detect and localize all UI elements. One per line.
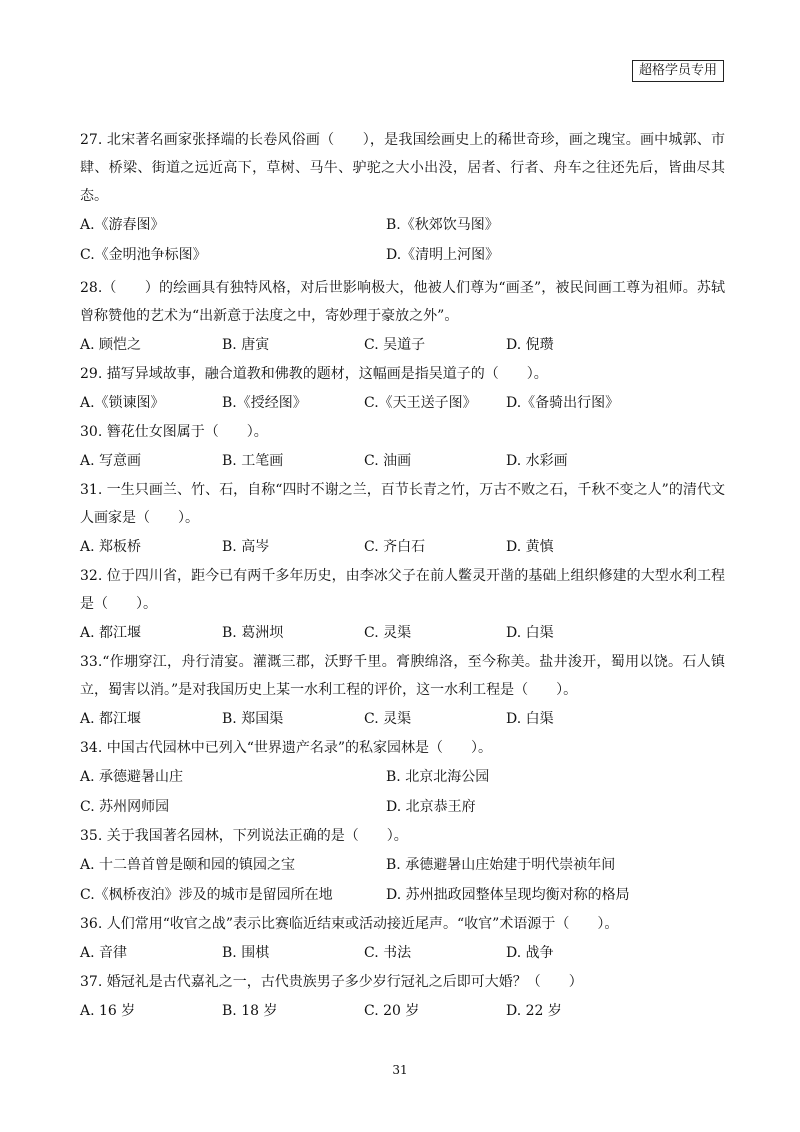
option-b: B. 郑国渠 [222,711,284,727]
option-d: D. 北京恭王府 [386,799,476,815]
question-32 [80,562,725,648]
question-stem: 30. 簪花仕女图属于（ ）。 [80,424,268,440]
option-row [80,330,725,360]
option-a: A. 都江堰 [80,711,142,727]
option-b: B. 承德避暑山庄始建于明代崇祯年间 [386,857,616,873]
option-a: A. 郑板桥 [80,539,142,555]
option-row [80,388,725,418]
option-b: B. 北京北海公园 [386,769,490,785]
option-d: D. 倪瓒 [506,337,554,353]
option-d: D.《清明上河图》 [386,247,500,263]
option-row [80,532,725,562]
option-a: A.《游春图》 [80,217,165,233]
option-row [80,210,725,240]
option-c: C. 吴道子 [364,337,426,353]
option-d: D. 白渠 [506,625,554,641]
option-row [80,446,725,476]
option-a: A. 顾恺之 [80,337,142,353]
option-c: C.《天王送子图》 [364,395,477,411]
option-c: C. 苏州网师园 [80,799,170,815]
question-stem: 32. 位于四川省，距今已有两千多年历史，由李冰父子在前人鳖灵开凿的基础上组织修建的大型水利工程是（ ）。 [80,568,725,612]
option-a: A. 承德避暑山庄 [80,769,184,785]
option-c: C. 齐白石 [364,539,426,555]
option-b: B. 18 岁 [222,1003,278,1019]
option-row [80,996,725,1026]
option-a: A. 16 岁 [80,1003,136,1019]
question-stem: 37. 婚冠礼是古代嘉礼之一，古代贵族男子多少岁行冠礼之后即可大婚？（ ） [80,974,583,990]
option-d: D. 战争 [506,945,554,961]
question-36 [80,910,725,968]
question-30 [80,418,725,476]
option-row [80,762,725,792]
option-d: D. 白渠 [506,711,554,727]
option-b: B. 葛洲坝 [222,625,284,641]
option-c: C.《金明池争标图》 [80,247,207,263]
question-stem: 36. 人们常用“收官之战”表示比赛临近结束或活动接近尾声。“收官”术语源于（ ）。 [80,916,619,932]
question-33 [80,648,725,734]
question-stem: 35. 关于我国著名园林，下列说法正确的是（ ）。 [80,828,408,844]
question-37 [80,968,725,1026]
option-b: B. 高岑 [222,539,270,555]
question-stem: 27. 北宋著名画家张择端的长卷风俗画（ ），是我国绘画史上的稀世奇珍，画之瑰宝。画中城郭、市肆、桥梁、街道之远近高下，草树、马牛、驴驼之大小出没，居者、行者、舟车之往还先后，皆曲尽其态。 [80,132,725,204]
question-34 [80,734,725,822]
option-row [80,704,725,734]
option-d: D. 苏州拙政园整体呈现均衡对称的格局 [386,887,630,903]
option-d: D. 22 岁 [506,1003,562,1019]
question-28 [80,274,725,360]
option-c: C. 灵渠 [364,625,412,641]
option-b: B. 工笔画 [222,453,284,469]
page-number: 31 [392,1063,408,1077]
question-stem: 28.（ ）的绘画具有独特风格，对后世影响极大，他被人们尊为“画圣”，被民间画工尊为祖师。苏轼曾称赞他的艺术为“出新意于法度之中，寄妙理于豪放之外”。 [80,280,725,324]
option-row [80,240,725,270]
option-b: B. 围棋 [222,945,270,961]
option-d: D. 水彩画 [506,453,568,469]
question-stem: 34. 中国古代园林中已列入“世界遗产名录”的私家园林是（ ）。 [80,740,493,756]
option-b: B.《秋郊饮马图》 [386,217,499,233]
option-d: D. 黄慎 [506,539,554,555]
option-row [80,618,725,648]
option-c: C. 20 岁 [364,1003,420,1019]
question-29 [80,360,725,418]
question-27 [80,126,725,270]
question-list [80,126,725,1026]
option-row [80,792,725,822]
option-b: B. 唐寅 [222,337,270,353]
question-stem: 31. 一生只画兰、竹、石，自称“四时不谢之兰，百节长青之竹，万古不败之石，千秋不变之人”的清代文人画家是（ ）。 [80,482,725,526]
option-a: A. 写意画 [80,453,142,469]
question-stem: 33.“作堋穿江，舟行清宴。灌溉三郡，沃野千里。膏腴绵洛，至今称美。盐井浚开，蜀用以饶。石人镇立，蜀害以消。”是对我国历史上某一水利工程的评价，这一水利工程是（ ）。 [80,654,725,698]
option-a: A. 都江堰 [80,625,142,641]
option-c: C. 油画 [364,453,412,469]
question-31 [80,476,725,562]
option-c: C. 灵渠 [364,711,412,727]
option-c: C. 书法 [364,945,412,961]
option-row [80,880,725,910]
option-a: A. 十二兽首曾是颐和园的镇园之宝 [80,857,296,873]
option-row [80,850,725,880]
question-35 [80,822,725,910]
question-stem: 29. 描写异域故事，融合道教和佛教的题材，这幅画是指吴道子的（ ）。 [80,366,548,382]
option-a: A. 音律 [80,945,128,961]
option-row [80,938,725,968]
option-a: A.《锁谏图》 [80,395,165,411]
option-b: B.《授经图》 [222,395,307,411]
option-c: C.《枫桥夜泊》涉及的城市是留园所在地 [80,887,333,903]
option-d: D.《备骑出行图》 [506,395,620,411]
exclusive-use-badge: 超格学员专用 [632,60,724,82]
